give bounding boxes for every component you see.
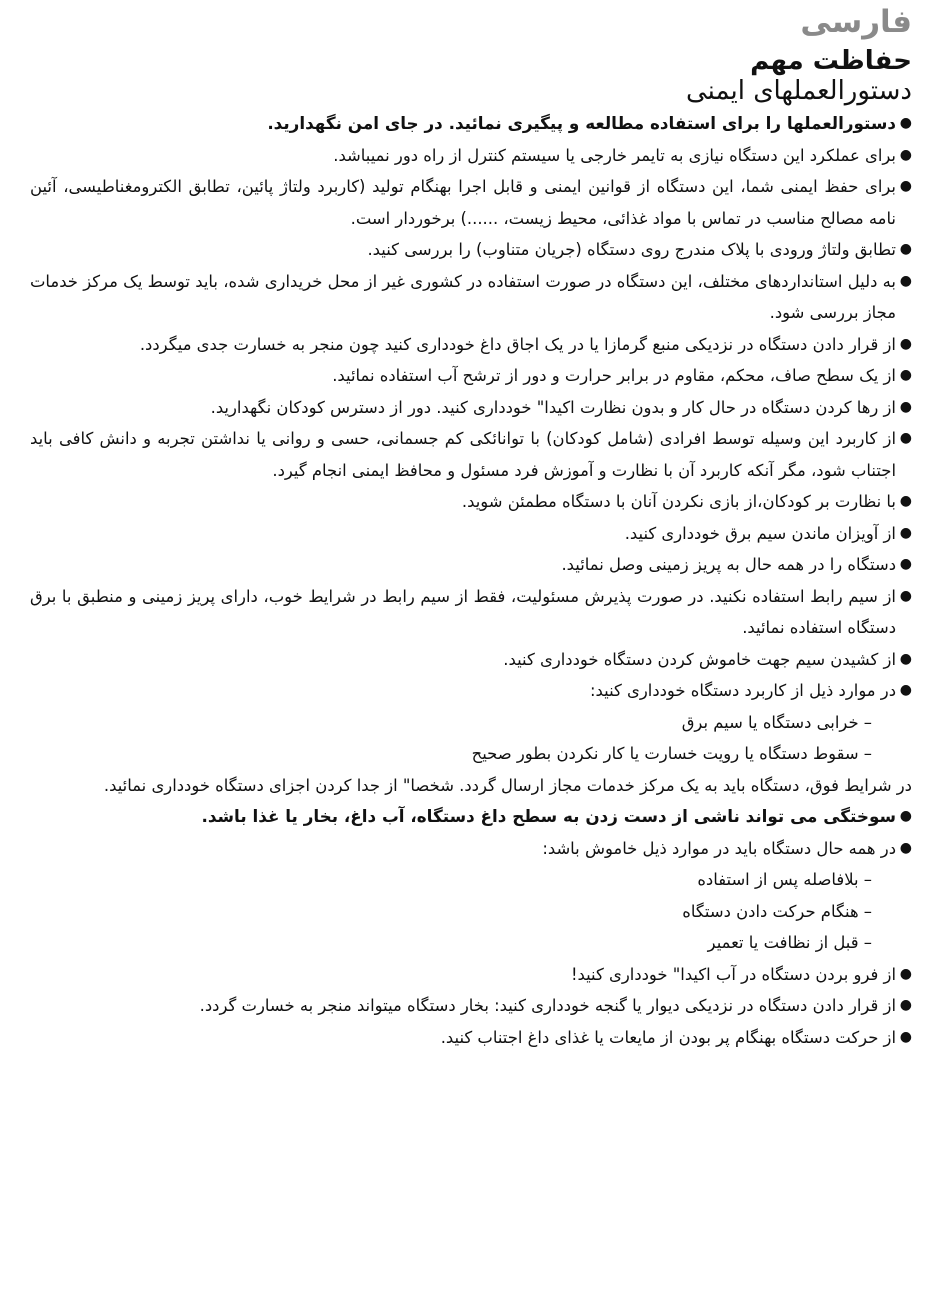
list-item-text: با نظارت بر کودکان،از بازی نکردن آنان با دستگاه مطمئن شوید. [461,492,896,511]
bullet-icon: ● [899,587,912,604]
bullet-icon: ● [899,524,912,541]
list-item-text: از قرار دادن دستگاه در نزدیکی منبع گرمازا یا در یک اجاق داغ خودداری کنید چون منجر به خسارت جدی میگردد. [139,334,896,354]
bullet-icon: ● [899,430,912,446]
list-item-text: در همه حال دستگاه باید در موارد ذیل خاموش باشد: [542,838,896,858]
list-item [30,833,912,959]
list-item-text: از قرار دادن دستگاه در نزدیکی دیوار یا گنجه خودداری کنید: بخار دستگاه میتواند منجر به خسارت گردد. [199,996,896,1015]
list-item-text: برای حفظ ایمنی شما، این دستگاه از قوانین ایمنی و قابل اجرا بهنگام تولید (کاربرد ولتاژ پائین، تطابق الکترومغناطیسی، آئین نامه مصالح مناسب در تماس با مواد غذائی، محیط زیست، ......) برخوردار است. [30,177,896,228]
list-item-text: به دلیل استانداردهای مختلف، این دستگاه در صورت استفاده در کشوری غیر از محل خریداری شده، باید توسط یک مرکز خدمات مجاز بررسی شود. [30,271,896,322]
list-item [30,360,912,392]
page-heading: حفاظت مهم [750,46,912,76]
list-item [30,329,912,361]
avoid-case: – سقوط دستگاه یا رویت خسارت یا کار نکردن بطور صحیح [471,744,872,763]
language-label: فارسی [800,4,912,40]
list-item-text: برای عملکرد این دستگاه نیازی به تایمر خارجی یا سیستم کنترل از راه دور نمیباشد. [333,145,896,165]
bullet-icon: ● [899,367,912,383]
list-item [30,581,912,644]
list-item-text: از یک سطح صاف، محکم، مقاوم در برابر حرارت و دور از ترشح آب استفاده نمائید. [332,366,896,385]
list-item [30,675,912,770]
avoid-case: – خرابی دستگاه یا سیم برق [681,712,872,732]
list-item-text: از کشیدن سیم جهت خاموش کردن دستگاه خودداری کنید. [503,649,896,669]
page-subheading: دستورالعملهای ایمنی [685,76,912,106]
bullet-icon: ● [899,241,912,257]
bullet-icon: ● [899,272,912,289]
list-item-text: در موارد ذیل از کاربرد دستگاه خودداری کنید: [590,681,896,700]
bullet-icon: ● [899,335,912,352]
list-item [30,518,912,550]
list-item-text: از حرکت دستگاه بهنگام پر بودن از مایعات یا غذای داغ اجتناب کنید. [440,1027,896,1047]
off-case: – قبل از نظافت یا تعمیر [707,933,872,952]
bullet-icon: ● [899,682,912,698]
list-item [30,171,912,234]
list-item [30,801,912,833]
bullet-icon: ● [899,178,912,194]
list-item [30,990,912,1022]
bullet-icon: ● [899,1028,912,1045]
list-item-text: از رها کردن دستگاه در حال کار و بدون نظارت اکیدا" خودداری کنید. دور از دسترس کودکان نگهدارید. [210,397,896,417]
bullet-icon: ● [899,997,912,1013]
list-item-text: از فرو بردن دستگاه در آب اکیدا" خودداری کنید! [570,964,896,984]
bullet-icon: ● [899,650,912,667]
bullet-icon: ● [899,398,912,415]
list-item-text: از آویزان ماندن سیم برق خودداری کنید. [624,523,896,543]
list-item [30,234,912,266]
off-case: – هنگام حرکت دادن دستگاه [682,901,872,921]
bullet-icon: ● [899,965,912,982]
service-note: در شرایط فوق، دستگاه باید به یک مرکز خدمات مجاز ارسال گردد. شخصا" از جدا کردن اجزای دستگاه خودداری نمائید. [103,775,912,795]
list-item-text: از سیم رابط استفاده نکنید. در صورت پذیرش مسئولیت، فقط از سیم رابط در شرایط خوب، دارای پریز زمینی و منطبق با برق دستگاه استفاده نمائید. [30,586,896,637]
list-item-text: سوختگی می تواند ناشی از دست زدن به سطح داغ دستگاه، آب داغ، بخار یا غذا باشد. [201,806,896,826]
list-item [30,108,912,140]
list-item [30,486,912,518]
bullet-icon: ● [899,493,912,509]
list-item [30,266,912,329]
list-item [30,644,912,676]
list-item-text: از کاربرد این وسیله توسط افرادی (شامل کودکان) با توانائکی کم جسمانی، حسی و روانی یا نداشتن تجربه و دانش کافی باید اجتناب شود، مگر آنکه کاربرد آن با نظارت و آموزش فرد مسئول و محافظ ایمنی انجام گیرد. [30,429,896,480]
list-item [30,392,912,424]
bullet-icon: ● [899,115,912,131]
off-case: – بلافاصله پس از استفاده [697,870,872,889]
list-item-text: دستگاه را در همه حال به پریز زمینی وصل نمائید. [561,555,896,574]
list-item [30,549,912,581]
bullet-icon: ● [899,808,912,824]
bullet-icon: ● [899,146,912,163]
list-item-text: دستورالعملها را برای استفاده مطالعه و پیگیری نمائید. در جای امن نگهدارید. [267,113,896,133]
list-item [30,1022,912,1054]
list-item [30,423,912,486]
list-item [30,140,912,172]
bullet-icon: ● [899,556,912,572]
list-item [30,959,912,991]
bullet-icon: ● [899,839,912,856]
safety-list-2 [30,801,912,1053]
safety-list [30,108,912,770]
list-item-text: تطابق ولتاژ ورودی با پلاک مندرج روی دستگاه (جریان متناوب) را بررسی کنید. [367,240,896,259]
